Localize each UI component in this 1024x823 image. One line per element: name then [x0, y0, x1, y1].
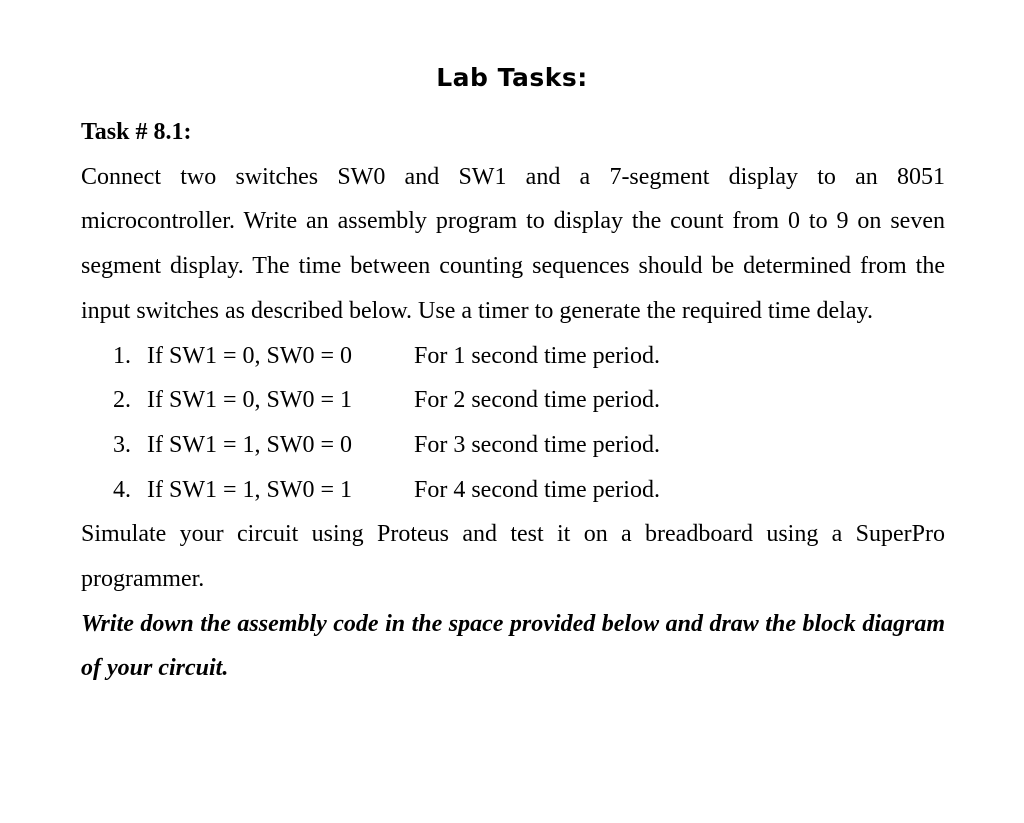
simulation-paragraph: Simulate your circuit using Proteus and test it on a breadboard using a SuperPro programmer. — [81, 521, 945, 592]
list-item-condition: If SW1 = 0, SW0 = 1 — [147, 387, 353, 414]
list-item-number: 1. — [113, 342, 131, 369]
list-item-condition: If SW1 = 1, SW0 = 0 — [147, 431, 353, 458]
list-item-period: For 1 second time period. — [414, 342, 660, 369]
task-description: Connect two switches SW0 and SW1 and a 7-segment display to an 8051 microcontroller. Write an assembly program to display the count from 0 to 9 on seven segment display. The time between counting sequences should be determined from the input switches as described below. Use a timer to generate the required time delay. — [81, 163, 945, 324]
list-item — [81, 378, 945, 423]
page-heading: Lab Tasks: — [436, 63, 588, 92]
switch-condition-list — [81, 334, 945, 513]
task-title: Task # 8.1: — [81, 119, 192, 145]
list-item-period: For 4 second time period. — [414, 476, 660, 503]
instruction-paragraph: Write down the assembly code in the space provided below and draw the block diagram of your circuit. — [81, 610, 945, 682]
list-item-number: 3. — [113, 431, 131, 458]
list-item — [81, 468, 945, 513]
list-item-number: 2. — [113, 387, 131, 414]
list-item-condition: If SW1 = 1, SW0 = 1 — [147, 476, 353, 503]
task-section — [81, 110, 945, 691]
list-item-period: For 2 second time period. — [414, 387, 660, 414]
list-item-period: For 3 second time period. — [414, 431, 660, 458]
list-item-condition: If SW1 = 0, SW0 = 0 — [147, 342, 353, 369]
list-item — [81, 423, 945, 468]
list-item — [81, 334, 945, 379]
list-item-number: 4. — [113, 476, 131, 503]
